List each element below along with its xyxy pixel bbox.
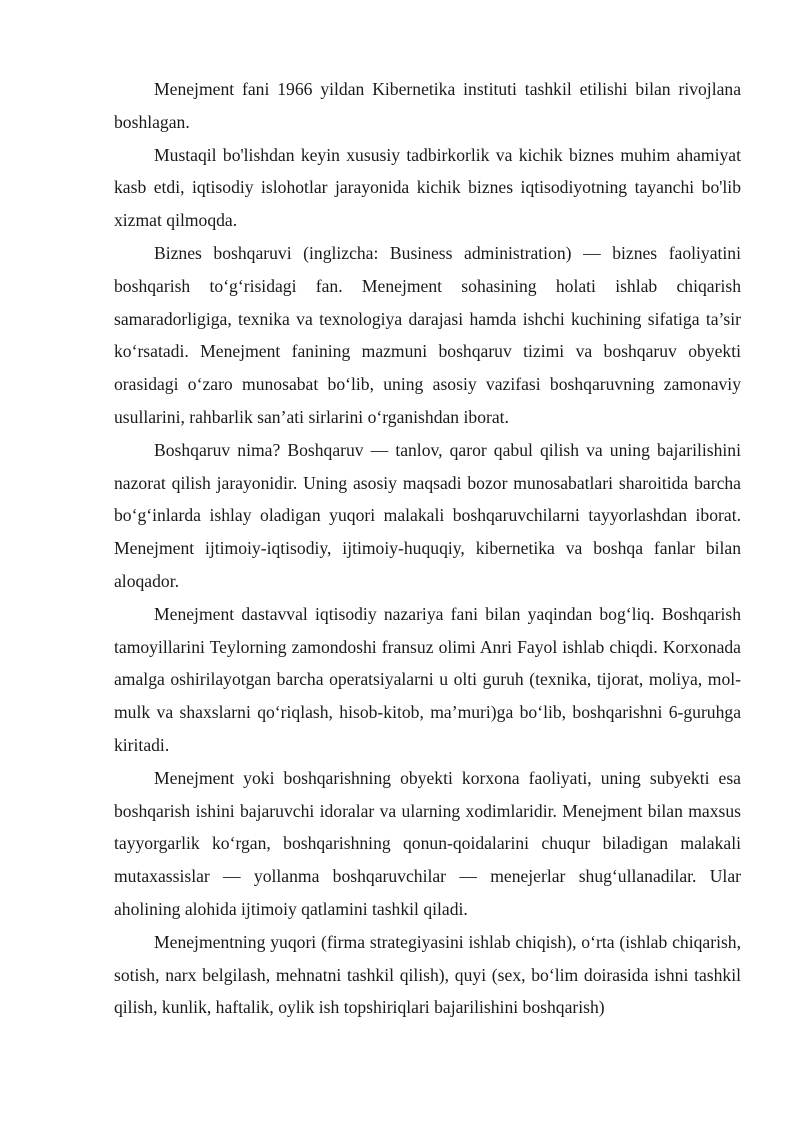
paragraph: Menejment yoki boshqarishning obyekti korxona faoliyati, uning subyekti esa boshqarish ishini bajaruvchi idoralar va ularning xodimlaridir. Menejment bilan maxsus tayyorgarlik ko‘rgan, boshqarishning qonun-qoidalarini chuqur biladigan malakali mutaxassislar — yollanma boshqaruvchilar — menejerlar shug‘ullanadilar. Ular aholining alohida ijtimoiy qatlamini tashkil qiladi. — [114, 767, 741, 919]
paragraph: Mustaqil bo'lishdan keyin xususiy tadbirkorlik va kichik biznes muhim ahamiyat kasb etdi, iqtisodiy islohotlar jarayonida kichik biznes iqtisodiyotning tayanchi bo'lib xizmat qilmoqda. — [114, 144, 741, 231]
paragraph: Biznes boshqaruvi (inglizcha: Business administration) — biznes faoliyatini boshqarish to‘g‘risidagi fan. Menejment sohasining holati ishlab chiqarish samaradorligiga, texnika va texnologiya darajasi hamda ishchi kuchining sifatiga ta’sir ko‘rsatadi. Menejment fanining mazmuni boshqaruv tizimi va boshqaruv obyekti orasidagi o‘zaro munosabat bo‘lib, uning asosiy vazifasi boshqaruvning zamonaviy usullarini, rahbarlik san’ati sirlarini o‘rganishdan iborat. — [114, 242, 741, 427]
document-body — [114, 73, 741, 1024]
paragraph: Menejment fani 1966 yildan Kibernetika instituti tashkil etilishi bilan rivojlana boshlagan. — [114, 79, 741, 132]
paragraph: Menejmentning yuqori (firma strategiyasini ishlab chiqish), o‘rta (ishlab chiqarish, sotish, narx belgilash, mehnatni tashkil qilish), quyi (sex, bo‘lim doirasida ishni tashkil qilish, kunlik, haftalik, oylik ish topshiriqlari bajarilishini boshqarish) — [114, 931, 741, 1018]
paragraph: Boshqaruv nima? Boshqaruv — tanlov, qaror qabul qilish va uning bajarilishini nazorat qilish jarayonidir. Uning asosiy maqsadi bozor munosabatlari sharoitida barcha bo‘g‘inlarda ishlay oladigan yuqori malakali boshqaruvchilarni tayyorlashdan iborat. Menejment ijtimoiy-iqtisodiy, ijtimoiy-huquqiy, kibernetika va boshqa fanlar bilan aloqador. — [114, 439, 741, 591]
paragraph: Menejment dastavval iqtisodiy nazariya fani bilan yaqindan bog‘liq. Boshqarish tamoyillarini Teylorning zamondoshi fransuz olimi Anri Fayol ishlab chiqdi. Korxonada amalga oshirilayotgan barcha operatsiyalarni u olti guruh (texnika, tijorat, moliya, mol-mulk va shaxslarni qo‘riqlash, hisob-kitob, ma’muri)ga bo‘lib, boshqarishni 6-guruhga kiritadi. — [114, 603, 741, 755]
